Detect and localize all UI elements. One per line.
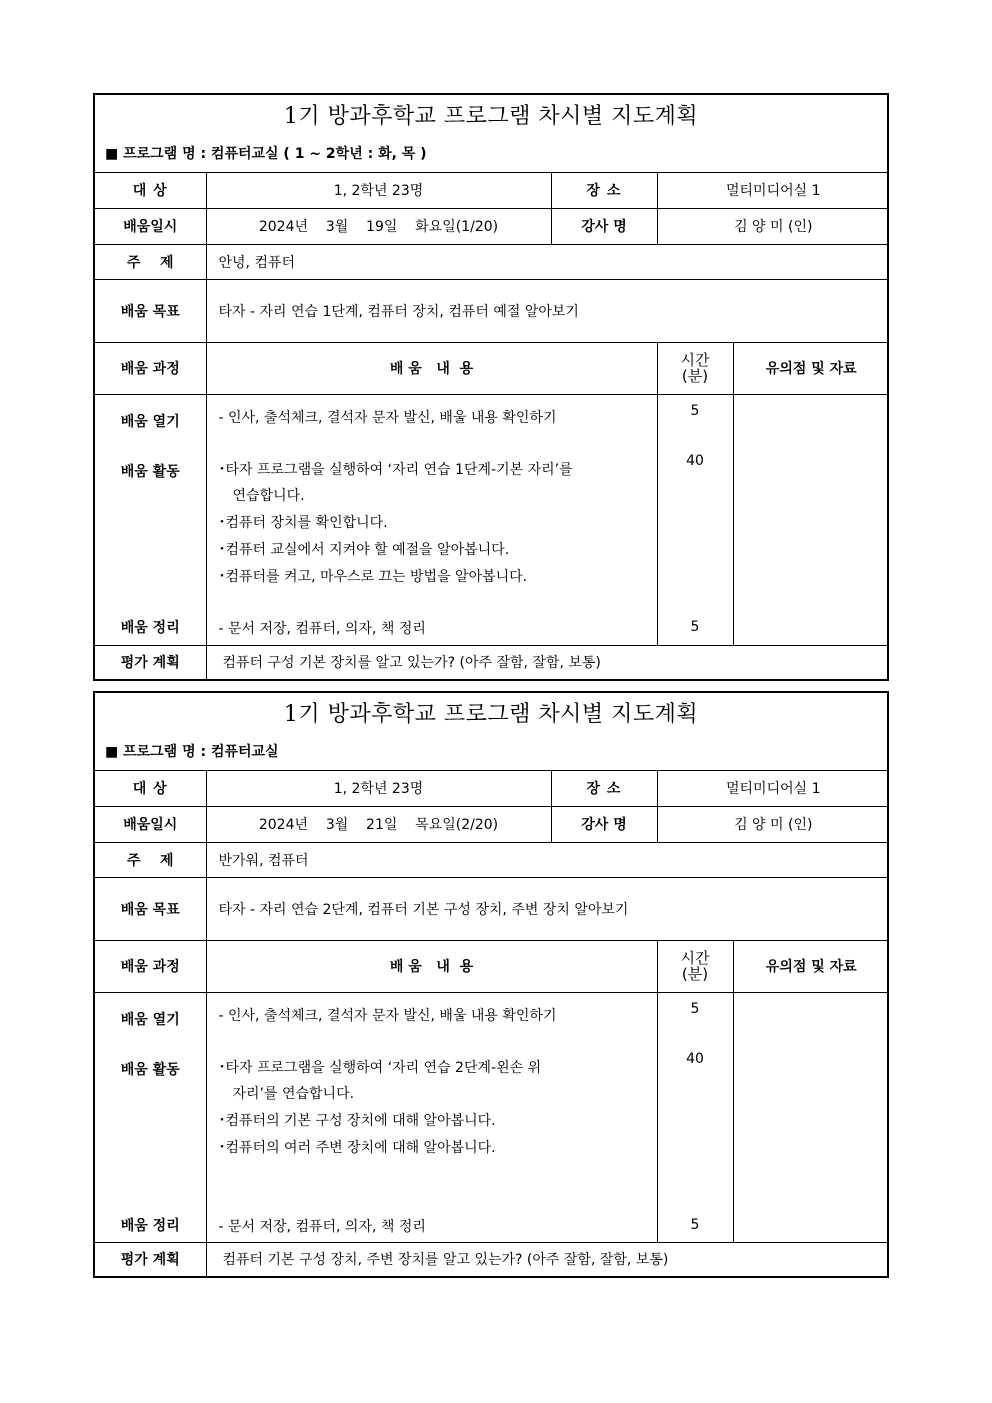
close-content: - 문서 저장, 컴퓨터, 의자, 책 정리	[218, 620, 426, 637]
program-name: ■ 프로그램 명 : 컴퓨터교실	[95, 737, 887, 771]
close-content: - 문서 저장, 컴퓨터, 의자, 책 정리	[218, 1218, 426, 1235]
notes-header: 유의점 및 자료	[733, 342, 889, 394]
open-time: 5	[690, 402, 700, 419]
activity-line: ･컴퓨터의 여러 주변 장치에 대해 알아봅니다.	[218, 1139, 496, 1156]
time-cell	[657, 394, 733, 645]
activity-line: 자리’를 연습합니다.	[232, 1085, 355, 1102]
activity-line: 연습합니다.	[232, 487, 305, 504]
date-value: 2024년 3월 21일 목요일(2/20)	[206, 806, 551, 842]
notes-header: 유의점 및 자료	[733, 940, 889, 992]
open-content: - 인사, 출석체크, 결석자 문자 발신, 배울 내용 확인하기	[218, 1007, 557, 1024]
place-value: 멀티미디어실 1	[657, 173, 889, 208]
plan-table	[95, 173, 889, 679]
activity-line: ･타자 프로그램을 실행하여 ‘자리 연습 2단계-왼손 위	[218, 1059, 542, 1076]
time-header-line1: 시간	[680, 949, 710, 967]
topic-value: 안녕, 컴퓨터	[206, 244, 889, 279]
goal-value: 타자 - 자리 연습 1단계, 컴퓨터 장치, 컴퓨터 예절 알아보기	[206, 279, 889, 342]
target-value: 1, 2학년 23명	[206, 771, 551, 806]
time-header	[657, 940, 733, 992]
process-header: 배움 과정	[95, 342, 206, 394]
close-label: 배움 정리	[120, 1217, 180, 1234]
time-cell	[657, 992, 733, 1242]
plan-title: 1기 방과후학교 프로그램 차시별 지도계획	[283, 104, 699, 129]
place-value: 멀티미디어실 1	[657, 771, 889, 806]
activity-line: ･컴퓨터를 켜고, 마우스로 끄는 방법을 알아봅니다.	[218, 568, 528, 585]
lesson-plan-1	[93, 93, 889, 681]
content-header: 배 움 내 용	[206, 342, 657, 394]
date-label: 배움일시	[95, 208, 206, 244]
goal-label: 배움 목표	[95, 279, 206, 342]
teacher-label: 강사 명	[551, 806, 657, 842]
eval-value: 컴퓨터 구성 기본 장치를 알고 있는가? (아주 잘함, 잘함, 보통)	[206, 645, 889, 679]
target-value: 1, 2학년 23명	[206, 173, 551, 208]
activity-line: ･타자 프로그램을 실행하여 ‘자리 연습 1단계-기본 자리’를	[218, 461, 573, 478]
close-label: 배움 정리	[120, 619, 180, 636]
close-time: 5	[690, 618, 700, 635]
content-cell	[206, 992, 657, 1242]
goal-label: 배움 목표	[95, 877, 206, 940]
activity-line: ･컴퓨터 교실에서 지켜야 할 예절을 알아봅니다.	[218, 541, 510, 558]
open-label: 배움 열기	[120, 413, 180, 430]
place-label: 장 소	[551, 771, 657, 806]
program-name: ■ 프로그램 명 : 컴퓨터교실 ( 1 ~ 2학년 : 화, 목 )	[95, 139, 887, 173]
date-value: 2024년 3월 19일 화요일(1/20)	[206, 208, 551, 244]
time-header-line1: 시간	[680, 351, 710, 369]
teacher-value: 김 양 미 (인)	[657, 208, 889, 244]
close-time: 5	[690, 1216, 700, 1233]
process-header: 배움 과정	[95, 940, 206, 992]
open-label: 배움 열기	[120, 1011, 180, 1028]
activity-line: ･컴퓨터의 기본 구성 장치에 대해 알아봅니다.	[218, 1112, 496, 1129]
goal-value: 타자 - 자리 연습 2단계, 컴퓨터 기본 구성 장치, 주변 장치 알아보기	[206, 877, 889, 940]
lesson-plan-2	[93, 691, 889, 1278]
notes-cell	[733, 394, 889, 645]
activity-label: 배움 활동	[120, 1061, 180, 1078]
eval-label: 평가 계획	[95, 645, 206, 679]
target-label: 대 상	[95, 771, 206, 806]
date-label: 배움일시	[95, 806, 206, 842]
time-header	[657, 342, 733, 394]
plan-table	[95, 771, 889, 1276]
content-cell	[206, 394, 657, 645]
eval-value: 컴퓨터 기본 구성 장치, 주변 장치를 알고 있는가? (아주 잘함, 잘함, 보통)	[206, 1242, 889, 1276]
time-header-line2: (분)	[681, 965, 709, 983]
content-header: 배 움 내 용	[206, 940, 657, 992]
notes-cell	[733, 992, 889, 1242]
activity-time: 40	[686, 1050, 704, 1067]
process-cell	[95, 992, 206, 1242]
teacher-value: 김 양 미 (인)	[657, 806, 889, 842]
teacher-label: 강사 명	[551, 208, 657, 244]
place-label: 장 소	[551, 173, 657, 208]
activity-line: ･컴퓨터 장치를 확인합니다.	[218, 514, 388, 531]
topic-value: 반가워, 컴퓨터	[206, 842, 889, 877]
open-time: 5	[690, 1000, 700, 1017]
topic-label: 주 제	[95, 842, 206, 877]
plan-title: 1기 방과후학교 프로그램 차시별 지도계획	[283, 702, 699, 727]
process-cell	[95, 394, 206, 645]
target-label: 대 상	[95, 173, 206, 208]
activity-time: 40	[686, 452, 704, 469]
open-content: - 인사, 출석체크, 결석자 문자 발신, 배울 내용 확인하기	[218, 409, 557, 426]
eval-label: 평가 계획	[95, 1242, 206, 1276]
activity-label: 배움 활동	[120, 463, 180, 480]
time-header-line2: (분)	[681, 367, 709, 385]
topic-label: 주 제	[95, 244, 206, 279]
